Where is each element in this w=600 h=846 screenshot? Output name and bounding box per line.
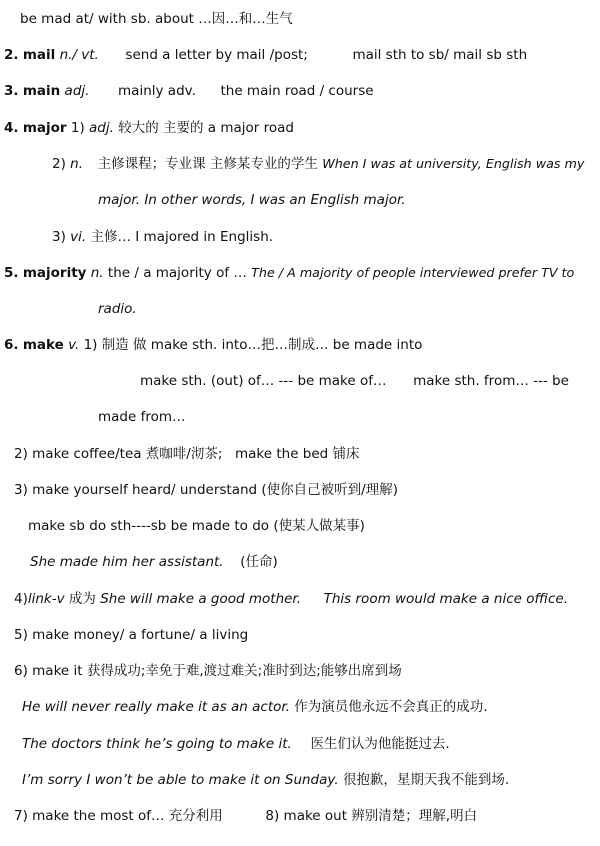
translation: 作为演员他永远不会真正的成功. [294,699,488,715]
text: make sb do sth----sb be made to do (使某人做某事) [28,518,365,534]
part-of-speech: link-v [27,591,65,607]
sense-make-2 [14,445,360,463]
text: the main road / course [220,83,374,99]
entry-number: 4. [4,120,19,136]
text: 8) make out 辨别清楚；理解,明白 [265,808,478,824]
text: make sth. from… --- be [413,373,569,389]
example-doctors [22,735,450,753]
text: 2) make coffee/tea 煮咖啡/沏茶; [14,446,223,462]
headword: make [22,337,64,353]
sense-make-7-8 [14,807,477,825]
sense-major-verb [52,228,273,246]
example: When I was at university, English was my [322,156,585,171]
sense-number: 4) [14,591,28,607]
entry-number: 2. [4,47,19,63]
entry-major [4,119,294,137]
text: made from… [98,409,186,425]
entry-number: 5. [4,265,19,281]
text: 成为 [68,591,96,607]
text: (任命) [240,554,278,570]
headword: major [22,120,67,136]
sense-make-5 [14,626,248,644]
line-mad-at [20,10,293,28]
sense-make-3 [14,481,398,499]
headword: mail [22,47,56,63]
part-of-speech: n. [90,265,104,281]
example-continued [98,191,406,209]
text: 1) 制造 做 make sth. into…把…制成… be made into [83,337,423,353]
sense-number: 1) [70,120,85,136]
example-sunday [22,771,509,789]
part-of-speech: n./ vt. [59,47,99,63]
text: the / a majority of … [107,265,247,281]
headword: main [22,83,61,99]
example: He will never really make it as an actor. [22,699,290,715]
text: 主修课程；专业课 主修某专业的学生 [97,156,318,172]
example: The doctors think he’s going to make it. [22,736,292,752]
text: make the bed 铺床 [235,446,360,462]
entry-majority [4,264,574,282]
example: I’m sorry I won’t be able to make it on Sunday. [22,772,339,788]
sense-make-4 [14,590,568,608]
entry-number: 3. [4,83,19,99]
example-continued [98,300,137,318]
text: send a letter by mail /post; [125,47,308,63]
text: be mad at/ with sb. about …因…和…生气 [20,11,293,27]
entry-make [4,336,422,354]
text: mail sth to sb/ mail sb sth [352,47,528,63]
example: This room would make a nice office. [323,591,568,607]
translation: 很抱歉，星期天我不能到场. [342,772,510,788]
part-of-speech: n. [70,156,84,172]
example-actor [22,698,488,716]
part-of-speech: vi. [70,229,87,245]
make-sb-do-sth [28,517,365,535]
sense-make-6 [14,662,402,680]
part-of-speech: v. [68,337,80,353]
sense-number: 3) [52,229,66,245]
example: major. In other words, I was an English major. [98,192,406,208]
make-from-continued [98,408,186,426]
text: 5) make money/ a fortune/ a living [14,627,249,643]
text: 较大的 主要的 a major road [118,120,294,136]
make-of-from [140,372,569,390]
example: radio. [98,301,137,317]
text: 7) make the most of… 充分利用 [14,808,223,824]
text: mainly adv. [118,83,196,99]
example: She will make a good mother. [100,591,302,607]
text: 主修… I majored in English. [90,229,274,245]
text: make sth. (out) of… --- be make of… [140,373,387,389]
text: 3) make yourself heard/ understand (使你自己被听到/理解) [14,482,398,498]
entry-mail [4,46,527,64]
part-of-speech: adj. [89,120,114,136]
example-assistant [30,553,278,571]
example: She made him her assistant. [30,554,224,570]
translation: 医生们认为他能挺过去. [310,736,450,752]
entry-number: 6. [4,337,19,353]
example: The / A majority of people interviewed prefer TV to [251,265,575,280]
part-of-speech: adj. [64,83,90,99]
headword: majority [22,265,87,281]
sense-number: 2) [52,156,66,172]
sense-major-noun [52,155,584,173]
entry-main [4,82,374,100]
text: 6) make it 获得成功;幸免于难,渡过难关;准时到达;能够出席到场 [14,663,402,679]
